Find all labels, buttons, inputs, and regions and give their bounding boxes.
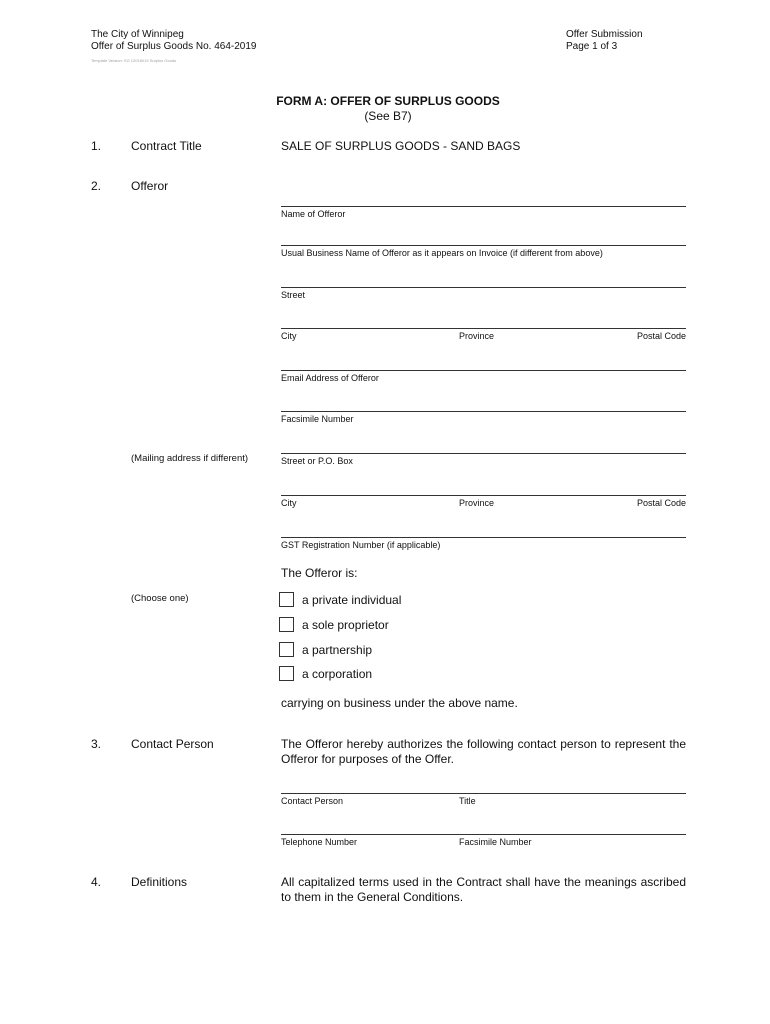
section-1-label: Contract Title	[131, 139, 202, 153]
postal-code-caption: Postal Code	[636, 331, 686, 341]
telephone-caption: Telephone Number	[281, 837, 358, 847]
offeror-name-caption: Name of Offeror	[281, 209, 346, 219]
private-individual-label: a private individual	[302, 593, 402, 607]
header-offer-submission: Offer Submission	[566, 29, 643, 40]
section-3-label: Contact Person	[131, 737, 214, 751]
street-caption: Street	[281, 290, 306, 300]
city-province-postal-line[interactable]	[281, 328, 686, 329]
header-page-number: Page 1 of 3	[566, 41, 618, 52]
contact-person-title-line[interactable]	[281, 793, 686, 794]
partnership-checkbox[interactable]	[279, 642, 294, 657]
sole-proprietor-label: a sole proprietor	[302, 618, 389, 632]
corporation-label: a corporation	[302, 667, 373, 681]
carrying-on-business-text: carrying on business under the above name.	[281, 696, 518, 710]
street-line[interactable]	[281, 287, 686, 288]
definitions-paragraph: All capitalized terms used in the Contract shall have the meanings ascribed to them in the General Conditions.	[281, 875, 686, 904]
partnership-label: a partnership	[302, 643, 373, 657]
email-caption: Email Address of Offeror	[281, 373, 379, 383]
contact-authorization-paragraph: The Offeror hereby authorizes the following contact person to represent the Offeror for purposes of the Offer.	[281, 737, 686, 766]
mail-city-caption: City	[281, 498, 297, 508]
fax-caption: Facsimile Number	[281, 414, 354, 424]
choose-one-note: (Choose one)	[131, 593, 189, 604]
form-title: FORM A: OFFER OF SURPLUS GOODS	[276, 94, 500, 108]
section-1-number: 1.	[91, 139, 102, 153]
gst-line[interactable]	[281, 537, 686, 538]
form-subtitle: (See B7)	[364, 109, 412, 123]
sole-proprietor-checkbox[interactable]	[279, 617, 294, 632]
mail-street-line[interactable]	[281, 453, 686, 454]
contact-title-caption: Title	[459, 796, 476, 806]
mailing-address-note: (Mailing address if different)	[131, 453, 249, 464]
mail-postal-code-caption: Postal Code	[636, 498, 686, 508]
business-name-caption: Usual Business Name of Offeror as it appears on Invoice (if different from above)	[281, 248, 603, 258]
header-offer-number: Offer of Surplus Goods No. 464-2019	[91, 41, 257, 52]
template-version: Template Version: SG 12016019 Surplus Goods	[91, 58, 177, 63]
section-2-label: Offeror	[131, 179, 169, 193]
section-4-number: 4.	[91, 875, 102, 889]
mail-city-province-postal-line[interactable]	[281, 495, 686, 496]
gst-caption: GST Registration Number (if applicable)	[281, 540, 441, 550]
city-caption: City	[281, 331, 297, 341]
offeror-name-line[interactable]	[281, 206, 686, 207]
contact-fax-caption: Facsimile Number	[459, 837, 532, 847]
mail-street-caption: Street or P.O. Box	[281, 456, 353, 466]
province-caption: Province	[459, 331, 495, 341]
phone-fax-line[interactable]	[281, 834, 686, 835]
contact-person-caption: Contact Person	[281, 796, 344, 806]
section-4-label: Definitions	[131, 875, 188, 889]
offeror-is-label: The Offeror is:	[281, 566, 358, 580]
section-3-number: 3.	[91, 737, 102, 751]
header-city: The City of Winnipeg	[91, 29, 184, 40]
fax-line[interactable]	[281, 411, 686, 412]
section-2-number: 2.	[91, 179, 102, 193]
business-name-line[interactable]	[281, 245, 686, 246]
private-individual-checkbox[interactable]	[279, 592, 294, 607]
mail-province-caption: Province	[459, 498, 495, 508]
contract-title-value: SALE OF SURPLUS GOODS - SAND BAGS	[281, 139, 521, 153]
corporation-checkbox[interactable]	[279, 666, 294, 681]
email-line[interactable]	[281, 370, 686, 371]
